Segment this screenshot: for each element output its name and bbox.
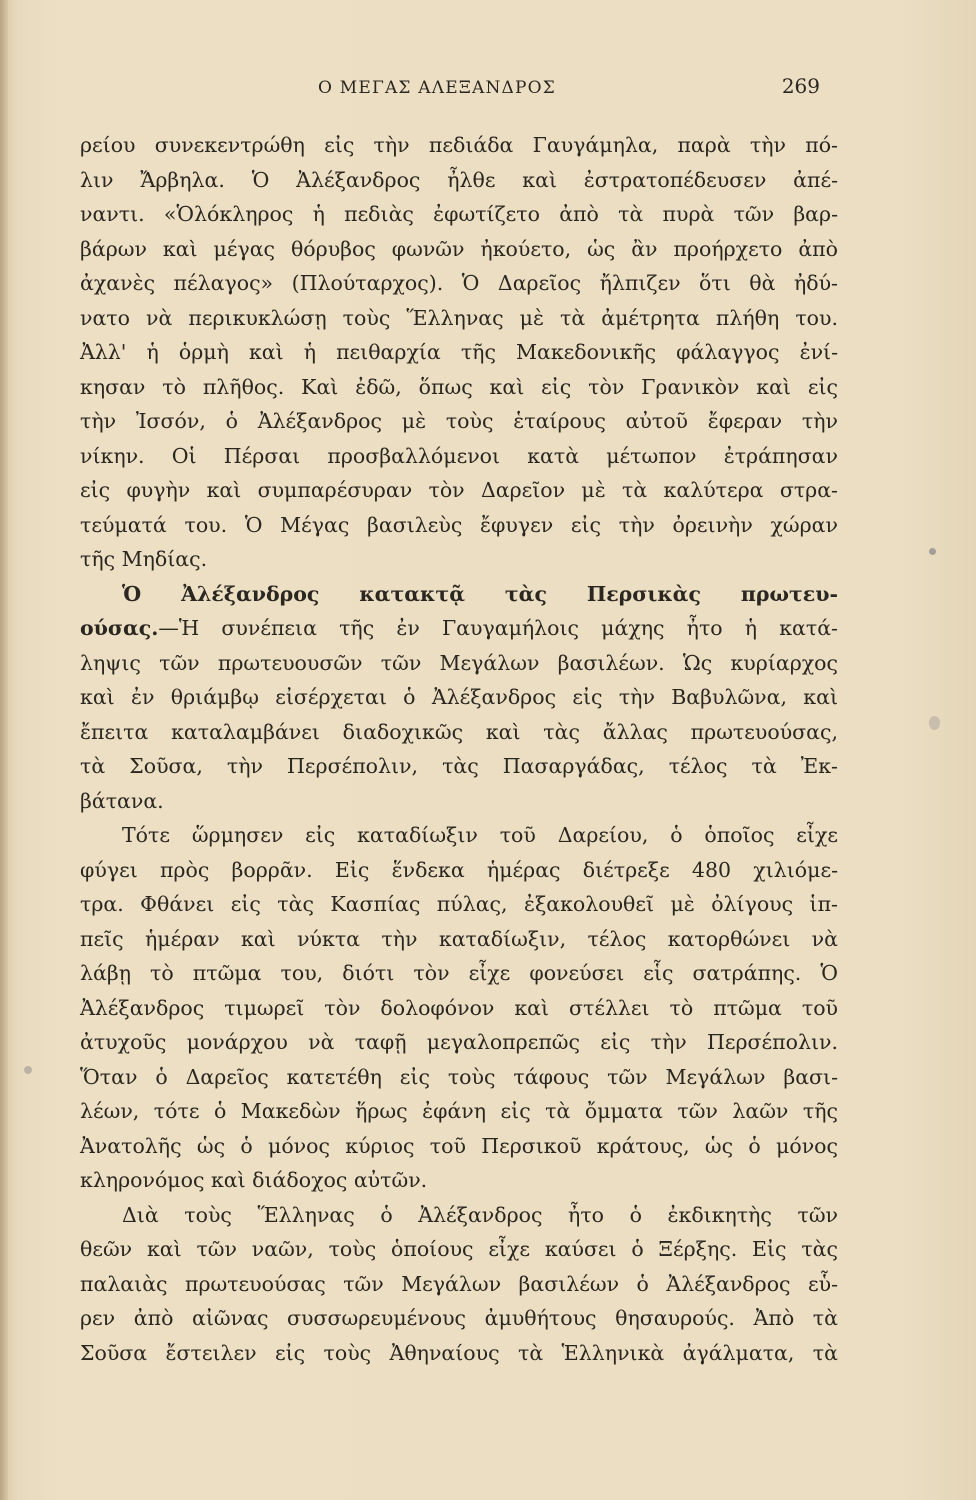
text-line (80, 680, 838, 715)
line-text: —Ἡ συνέπεια τῆς ἐν Γαυγαμήλοις μάχης ἦτο ἡ κατά- (158, 616, 838, 640)
text-line (80, 163, 838, 198)
line-text: φύγει πρὸς βορρᾶν. Εἰς ἕνδεκα ἡμέρας διέτρεξε 480 χιλιόμε- (80, 857, 838, 882)
ink-spot-mark (929, 716, 940, 730)
text-line (80, 335, 838, 370)
text-line (80, 128, 838, 163)
section-heading-fragment: ούσας. (80, 616, 159, 640)
text-line (80, 887, 838, 922)
line-text: ἔπειτα καταλαμβάνει διαδοχικῶς καὶ τὰς ἄλλας πρωτευούσας, (80, 719, 838, 744)
line-text: νίκην. Οἱ Πέρσαι προσβαλλόμενοι κατὰ μέτωπον ἐτράπησαν (80, 443, 838, 468)
text-line (80, 197, 838, 232)
line-text: λέων, τότε ὁ Μακεδὼν ἥρως ἐφάνη εἰς τὰ ὄμματα τῶν λαῶν τῆς (80, 1099, 838, 1123)
text-line (80, 1094, 838, 1129)
text-line (80, 1301, 838, 1336)
line-text: λιν Ἄρβηλα. Ὁ Ἀλέξανδρος ἦλθε καὶ ἐστρατοπέδευσεν ἀπέ- (80, 167, 838, 192)
section-heading-line (80, 577, 838, 612)
text-line (80, 611, 838, 646)
text-line (80, 853, 838, 888)
line-text: τρα. Φθάνει εἰς τὰς Κασπίας πύλας, ἐξακολουθεῖ μὲ ὀλίγους ἱπ- (80, 892, 838, 916)
text-line (80, 1232, 838, 1267)
ink-spot-mark (24, 1066, 32, 1074)
line-text: Τότε ὥρμησεν εἰς καταδίωξιν τοῦ Δαρείου, ὁ ὁποῖος εἶχε (122, 823, 838, 847)
text-line (80, 508, 838, 543)
text-line (80, 439, 838, 474)
ink-spot-mark (929, 548, 936, 555)
page-binding-edge (0, 0, 8, 1500)
line-text: Σοῦσα ἔστειλεν εἰς τοὺς Ἀθηναίους τὰ Ἑλληνικὰ ἀγάλματα, τὰ (80, 1340, 838, 1365)
line-text: βάρων καὶ μέγας θόρυβος φωνῶν ἠκούετο, ὡς ἂν προήρχετο ἀπὸ (80, 236, 838, 261)
line-text: ληψις τῶν πρωτευουσῶν τῶν Μεγάλων βασιλέων. Ὡς κυρίαρχος (80, 650, 838, 675)
text-line (80, 266, 838, 301)
line-text: Ἀνατολῆς ὡς ὁ μόνος κύριος τοῦ Περσικοῦ κράτους, ὡς ὁ μόνος (80, 1133, 838, 1158)
line-text: τὰ Σοῦσα, τὴν Περσέπολιν, τὰς Πασαργάδας, τέλος τὰ Ἐκ- (80, 754, 838, 778)
line-text: ναντι. «Ὁλόκληρος ἡ πεδιὰς ἐφωτίζετο ἀπὸ τὰ πυρὰ τῶν βαρ- (80, 202, 838, 226)
line-text: παλαιὰς πρωτευούσας τῶν Μεγάλων βασιλέων ὁ Ἀλέξανδρος εὗ- (80, 1271, 838, 1296)
text-line (80, 1198, 838, 1233)
text-line (80, 784, 838, 819)
text-line (80, 646, 838, 681)
line-text: ρείου συνεκεντρώθη εἰς τὴν πεδιάδα Γαυγάμηλα, παρὰ τὴν πό- (80, 133, 838, 157)
line-text: βάτανα. (80, 788, 164, 813)
page-number: 269 (781, 74, 820, 98)
text-line (80, 1129, 838, 1164)
text-line (80, 1336, 838, 1371)
line-text: κληρονόμος καὶ διάδοχος αὐτῶν. (80, 1168, 428, 1192)
text-line (80, 991, 838, 1026)
line-text: ρεν ἀπὸ αἰῶνας συσσωρευμένους ἀμυθήτους θησαυρούς. Ἀπὸ τὰ (80, 1306, 838, 1330)
line-text: Ἀλλ' ἡ ὁρμὴ καὶ ἡ πειθαρχία τῆς Μακεδονικῆς φάλαγγος ἐνί- (80, 340, 838, 364)
line-text: τεύματά του. Ὁ Μέγας βασιλεὺς ἔφυγεν εἰς τὴν ὀρεινὴν χώραν (80, 512, 838, 537)
text-line (80, 956, 838, 991)
line-text: εἰς φυγὴν καὶ συμπαρέσυραν τὸν Δαρεῖον μὲ τὰ καλύτερα στρα- (80, 478, 838, 502)
text-line (80, 1267, 838, 1302)
line-text: Ὁ Ἀλέξανδρος κατακτᾷ τὰς Περσικὰς πρωτευ- (122, 581, 838, 606)
text-line (80, 232, 838, 267)
line-text: ἀχανὲς πέλαγος» (Πλούταρχος). Ὁ Δαρεῖος ἤλπιζεν ὅτι θὰ ἠδύ- (80, 271, 838, 295)
text-line (80, 1163, 838, 1198)
line-text: Ἀλέξανδρος τιμωρεῖ τὸν δολοφόνον καὶ στέλλει τὸ πτῶμα τοῦ (80, 995, 838, 1020)
text-line (80, 370, 838, 405)
body-text (80, 128, 838, 1370)
text-line (80, 749, 838, 784)
line-text: πεῖς ἡμέραν καὶ νύκτα τὴν καταδίωξιν, τέλος κατορθώνει νὰ (80, 926, 838, 951)
line-text: λάβῃ τὸ πτῶμα του, διότι τὸν εἶχε φονεύσει εἷς σατράπης. Ὁ (80, 961, 838, 985)
text-line (80, 542, 838, 577)
line-text: θεῶν καὶ τῶν ναῶν, τοὺς ὁποίους εἶχε καύσει ὁ Ξέρξης. Εἰς τὰς (80, 1237, 838, 1261)
line-text: τῆς Μηδίας. (80, 547, 208, 571)
text-line (80, 818, 838, 853)
text-line (80, 473, 838, 508)
text-line (80, 404, 838, 439)
text-line (80, 301, 838, 336)
line-text: νατο νὰ περικυκλώσῃ τοὺς Ἕλληνας μὲ τὰ ἀμέτρητα πλήθη του. (80, 305, 838, 330)
line-text: Διὰ τοὺς Ἕλληνας ὁ Ἀλέξανδρος ἦτο ὁ ἐκδικητὴς τῶν (122, 1202, 838, 1227)
line-text: κησαν τὸ πλῆθος. Καὶ ἐδῶ, ὅπως καὶ εἰς τὸν Γρανικὸν καὶ εἰς (80, 374, 838, 399)
text-line (80, 922, 838, 957)
text-line (80, 1025, 838, 1060)
line-text: καὶ ἐν θριάμβῳ εἰσέρχεται ὁ Ἀλέξανδρος εἰς τὴν Βαβυλῶνα, καὶ (80, 685, 838, 709)
running-title: Ο ΜΕΓΑΣ ΑΛΕΞΑΝΔΡΟΣ (318, 78, 557, 98)
text-line (80, 1060, 838, 1095)
page-header (80, 74, 840, 104)
line-text: Ὅταν ὁ Δαρεῖος κατετέθη εἰς τοὺς τάφους τῶν Μεγάλων βασι- (80, 1064, 838, 1089)
text-line (80, 715, 838, 750)
line-text: τὴν Ἰσσόν, ὁ Ἀλέξανδρος μὲ τοὺς ἑταίρους αὐτοῦ ἔφεραν τὴν (80, 409, 838, 433)
line-text: ἀτυχοῦς μονάρχου νὰ ταφῇ μεγαλοπρεπῶς εἰς τὴν Περσέπολιν. (80, 1030, 838, 1054)
